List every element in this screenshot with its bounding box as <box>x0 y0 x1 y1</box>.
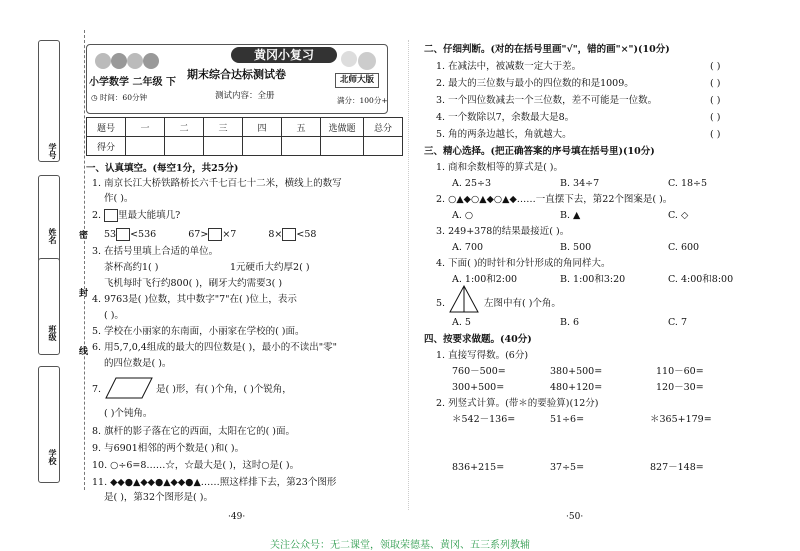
vertical-item: 37÷5= <box>550 462 585 473</box>
name-label: 姓名 <box>48 228 58 244</box>
question-1-11: 11. ◆◆●▲◆◆●▲◆◆●▲……照这样排下去，第23个图形 <box>92 477 337 488</box>
question-1-3-a: 茶杯高约1( ) <box>104 262 159 273</box>
q2-item: <536 <box>130 229 157 240</box>
judge-item: 1. 在减法中，被减数一定大于差。 <box>436 61 582 72</box>
choice-option[interactable]: A. 700 <box>452 242 484 253</box>
oral-item: 120－30= <box>656 382 704 393</box>
question-1-11-cont: 是( )，第32个图形是( )。 <box>104 492 213 503</box>
oral-item: 760－500= <box>452 366 506 377</box>
question-1-4-cont: ( )。 <box>104 310 124 321</box>
vertical-item: 836+215= <box>452 462 505 473</box>
section3-title: 三、精心选择。(把正确答案的序号填在括号里)(10分) <box>424 146 655 157</box>
edition-badge: 北师大版 <box>335 73 379 88</box>
choice-option[interactable]: B. 6 <box>560 317 580 328</box>
q2-item: 53 <box>104 229 117 240</box>
page-number-right: ·50· <box>566 512 584 522</box>
brand-logo: 黄冈小复习 <box>231 47 337 63</box>
choice-option[interactable]: B. ▲ <box>560 210 581 221</box>
question-1-10: 10. ○÷6=8……☆，☆最大是( )，这时○是( )。 <box>92 460 300 471</box>
choice-question-4: 4. 下面( )的时针和分针形成的角同样大。 <box>436 258 611 269</box>
question-1-3: 3. 在括号里填上合适的单位。 <box>92 246 219 257</box>
choice-question-3: 3. 249+378的结果最接近( )。 <box>436 226 570 237</box>
score-input-cell[interactable] <box>126 137 165 156</box>
question-1-7-number: 7. <box>92 384 102 395</box>
choice-question-5-number: 5. <box>436 298 446 309</box>
clock-icon: ◷ <box>91 93 98 102</box>
score-input-cell[interactable] <box>364 137 403 156</box>
content-label: 测试内容：全册 <box>215 91 275 101</box>
calc-question-1: 1. 直接写得数。(6分) <box>436 350 529 361</box>
choice-question-5: 左图中有( )个角。 <box>484 298 561 309</box>
judge-bracket[interactable]: ( ) <box>710 129 721 140</box>
score-table-cell: 五 <box>282 118 321 137</box>
cut-mark-seal: 密 <box>79 231 89 241</box>
judge-item: 5. 角的两条边越长，角就越大。 <box>436 129 572 140</box>
exam-header <box>86 44 388 114</box>
triangle-figure <box>448 284 480 314</box>
children-illustration <box>93 49 163 77</box>
question-1-9: 9. 与6901相邻的两个数是( )和( )。 <box>92 443 245 454</box>
score-input-cell[interactable] <box>282 137 321 156</box>
parallelogram-figure <box>104 376 154 400</box>
choice-option[interactable]: A. 25÷3 <box>452 178 491 189</box>
judge-item: 4. 一个数除以7，余数最大是8。 <box>436 112 575 123</box>
full-score-label: 满分：100分+ <box>337 96 388 105</box>
page-number-left: ·49· <box>228 512 246 522</box>
choice-option[interactable]: A. ○ <box>452 210 474 221</box>
section2-title: 二、仔细判断。(对的在括号里画"√"，错的画"×")(10分) <box>424 44 670 55</box>
vertical-item: ＊365+179= <box>650 414 712 425</box>
oral-item: 480+120= <box>550 382 603 393</box>
score-table-cell: 选做题 <box>321 118 364 137</box>
oral-item: 380+500= <box>550 366 603 377</box>
choice-option[interactable]: B. 1:00和3:20 <box>560 274 626 285</box>
q2-item: <58 <box>296 229 317 240</box>
vertical-item: 827－148= <box>650 462 704 473</box>
question-1-4: 4. 9763是( )位数，其中数字"7"在( )位上，表示 <box>92 294 297 305</box>
page-divider <box>408 40 409 510</box>
q-text: 里最大能填几? <box>118 210 181 221</box>
score-input-cell[interactable] <box>165 137 204 156</box>
hearts-decoration <box>337 49 381 73</box>
cut-line <box>84 30 85 490</box>
score-table-header-row <box>87 118 403 137</box>
binding-margin <box>0 0 88 520</box>
cut-mark-line: 线 <box>79 347 89 357</box>
choice-option[interactable]: C. ◇ <box>668 210 689 221</box>
calc-question-2: 2. 列竖式计算。(带＊的要验算)(12分) <box>436 398 599 409</box>
question-1-7-cont: ( )个钝角。 <box>104 408 153 419</box>
score-table-score-row <box>87 137 403 156</box>
question-1-2 <box>92 209 180 222</box>
score-input-cell[interactable] <box>204 137 243 156</box>
score-table-cell: 一 <box>126 118 165 137</box>
question-1-3-b: 1元硬币大约厚2( ) <box>230 262 310 273</box>
judge-bracket[interactable]: ( ) <box>710 78 721 89</box>
score-table-cell: 三 <box>204 118 243 137</box>
score-table-cell: 得分 <box>87 137 126 156</box>
score-table-cell: 总分 <box>364 118 403 137</box>
question-1-5: 5. 学校在小丽家的东南面，小丽家在学校的( )面。 <box>92 326 305 337</box>
q2-item: ×7 <box>222 229 237 240</box>
choice-option[interactable]: C. 600 <box>668 242 700 253</box>
blank-box[interactable] <box>208 228 222 241</box>
score-table-cell: 二 <box>165 118 204 137</box>
blank-box <box>104 209 118 222</box>
question-1-7: 是( )形，有( )个角，( )个锐角， <box>156 384 292 395</box>
question-1-6-cont: 的四位数是( )。 <box>104 358 172 369</box>
judge-bracket[interactable]: ( ) <box>710 112 721 123</box>
vertical-item: ＊542－136= <box>452 414 516 425</box>
choice-option[interactable]: C. 4:00和8:00 <box>668 274 734 285</box>
footer-notice: 关注公众号：无二课堂，领取荣德基、黄冈、五三系列教辅 <box>270 540 530 551</box>
class-label: 班级 <box>48 325 58 341</box>
question-1-1: 1. 南京长江大桥铁路桥长六千七百七十二米，横线上的数写 <box>92 178 342 189</box>
vertical-item: 51÷6= <box>550 414 585 425</box>
judge-item: 3. 一个四位数减去一个三位数，差不可能是一位数。 <box>436 95 658 106</box>
question-1-1-cont: 作( )。 <box>104 193 134 204</box>
section4-title: 四、按要求做题。(40分) <box>424 334 532 345</box>
question-1-8: 8. 旗杆的影子落在它的西面，太阳在它的( )面。 <box>92 426 296 437</box>
choice-question-2: 2. ○▲◆○▲◆○▲◆……一直摆下去，第22个图案是( )。 <box>436 194 673 205</box>
section1-title: 一、认真填空。(每空1分，共25分) <box>86 163 239 174</box>
score-table <box>86 117 403 156</box>
time-text: 时间：60分钟 <box>99 93 147 102</box>
exam-title: 期末综合达标测试卷 <box>187 68 286 81</box>
blank-box[interactable] <box>116 228 130 241</box>
question-1-3-c: 飞机每时飞行约800( )，刷牙大约需要3( ) <box>104 278 283 289</box>
judge-bracket[interactable]: ( ) <box>710 95 721 106</box>
school-label: 学校 <box>48 449 58 465</box>
oral-item: 110－60= <box>656 366 704 377</box>
choice-option[interactable]: B. 500 <box>560 242 592 253</box>
score-table-cell: 题号 <box>87 118 126 137</box>
choice-option[interactable]: A. 1:00和2:00 <box>452 274 518 285</box>
judge-item: 2. 最大的三位数与最小的四位数的和是1009。 <box>436 78 634 89</box>
time-label <box>91 92 147 103</box>
blank-box[interactable] <box>282 228 296 241</box>
choice-option[interactable]: C. 7 <box>668 317 688 328</box>
choice-option[interactable]: B. 34÷7 <box>560 178 600 189</box>
q2-item: 67> <box>188 229 209 240</box>
choice-option[interactable]: C. 18÷5 <box>668 178 708 189</box>
judge-bracket[interactable]: ( ) <box>710 61 721 72</box>
choice-option[interactable]: A. 5 <box>452 317 471 328</box>
student-id-label: 学号 <box>48 143 58 159</box>
question-1-6: 6. 用5,7,0,4组成的最大的四位数是( )，最小的不读出"零" <box>92 342 337 353</box>
school-field[interactable] <box>38 366 60 483</box>
score-input-cell[interactable] <box>321 137 364 156</box>
subject-label: 小学数学 二年级 下 <box>89 77 176 88</box>
score-table-cell: 四 <box>243 118 282 137</box>
cut-mark-close: 封 <box>79 289 89 299</box>
choice-question-1: 1. 商和余数相等的算式是( )。 <box>436 162 564 173</box>
score-input-cell[interactable] <box>243 137 282 156</box>
q-number: 2. <box>92 210 102 221</box>
question-1-2-items <box>104 228 316 241</box>
oral-item: 300+500= <box>452 382 505 393</box>
q2-item: 8× <box>268 229 283 240</box>
